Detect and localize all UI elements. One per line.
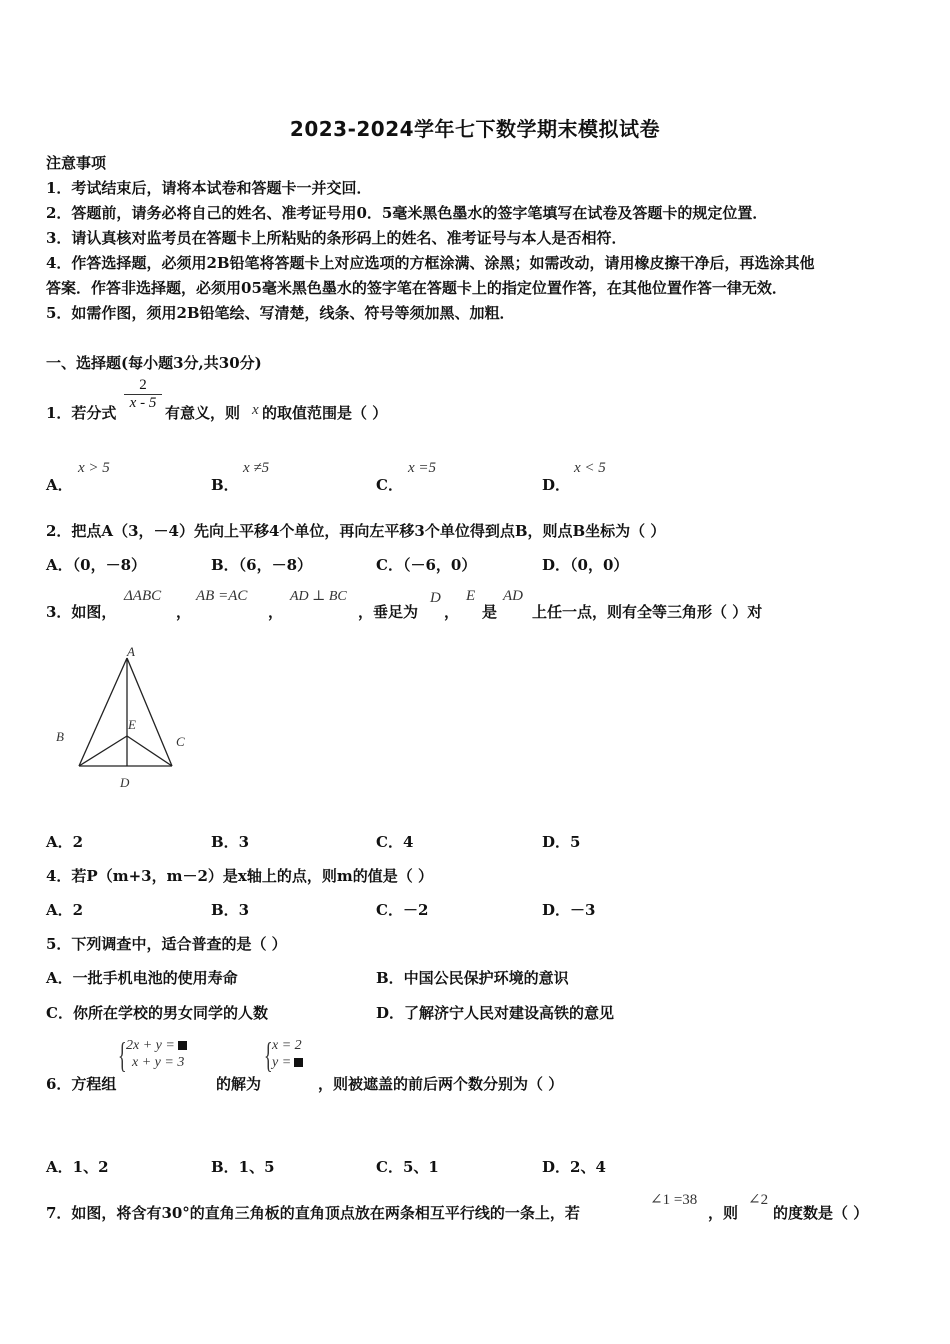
- notice-item: 2．答题前，请务必将自己的姓名、准考证号用0．5毫米黑色墨水的签字笔填写在试卷及答题卡的规定位置．: [46, 204, 768, 222]
- q1-prefix: 1．若分式: [46, 404, 117, 422]
- fig-label-a: A: [127, 644, 135, 659]
- q3-math-triangle: ΔABC: [124, 588, 162, 604]
- q3-comma-2: ，: [268, 603, 284, 621]
- q7-prefix: 7．如图，将含有30°的直角三角板的直角顶点放在两条相互平行线的一条上，若: [46, 1204, 580, 1222]
- q1-suffix-b: 的取值范围是（ ）: [262, 404, 388, 422]
- q2-option-c[interactable]: C．（－6，0）: [376, 556, 477, 574]
- q5-option-a[interactable]: A．一批手机电池的使用寿命: [46, 969, 238, 987]
- q5-option-b[interactable]: B．中国公民保护环境的意识: [376, 969, 569, 987]
- notice-item: 3．请认真核对监考员在答题卡上所粘贴的条形码上的姓名、准考证号与本人是否相符．: [46, 229, 627, 247]
- q2-stem: 2．把点A（3，－4）先向上平移4个单位，再向左平移3个单位得到点B，则点B坐标为（ ）: [46, 522, 666, 540]
- q6-option-d[interactable]: D．2、4: [542, 1158, 606, 1176]
- notice-heading: 注意事项: [46, 154, 107, 172]
- q4-option-a[interactable]: A．2: [46, 901, 84, 919]
- q7-math-angle2: ∠2: [748, 1192, 769, 1208]
- q6-sys1-row1: 2x + y =: [126, 1038, 175, 1053]
- q6-option-b[interactable]: B．1、5: [211, 1158, 275, 1176]
- q3-prefix: 3．如图，: [46, 603, 117, 621]
- q3-is: 是: [482, 603, 498, 621]
- q1-option-c-math: x =5: [408, 460, 437, 476]
- notice-item: 答案．作答非选择题，必须用05毫米黑色墨水的签字笔在答题卡上的指定位置作答，在其他位置作答一律无效．: [46, 279, 787, 297]
- q6-sys2-row2: y =: [272, 1055, 292, 1070]
- q6-option-c[interactable]: C．5、1: [376, 1158, 439, 1176]
- fig-label-c: C: [176, 734, 185, 749]
- q3-triangle-figure: [50, 640, 200, 800]
- q3-math-ad: AD: [503, 588, 523, 604]
- q3-comma-3: ，: [444, 603, 460, 621]
- q3-mid: ，垂足为: [358, 603, 419, 621]
- notice-item: 5．如需作图，须用2B铅笔绘、写清楚，线条、符号等须加黑、加粗．: [46, 304, 515, 322]
- fig-label-b: B: [56, 729, 64, 744]
- q3-suffix: 上任一点，则有全等三角形（ ）对: [532, 603, 763, 621]
- q1-option-b-math: x ≠5: [243, 460, 270, 476]
- q4-option-c[interactable]: C．－2: [376, 901, 429, 919]
- q6-option-a[interactable]: A．1、2: [46, 1158, 109, 1176]
- q1-option-b-label[interactable]: B．: [211, 476, 239, 494]
- q4-stem: 4．若P（m+3，m－2）是x轴上的点，则m的值是（ ）: [46, 867, 433, 885]
- q5-option-d[interactable]: D．了解济宁人民对建设高铁的意见: [376, 1004, 615, 1022]
- q1-option-d-math: x < 5: [574, 460, 606, 476]
- notice-item: 4．作答选择题，必须用2B铅笔将答题卡上对应选项的方框涂满、涂黑；如需改动，请用橡皮擦干净后，再选涂其他: [46, 254, 815, 272]
- q3-option-c[interactable]: C．4: [376, 833, 414, 851]
- q6-system-1: { 2x + y = x + y = 3: [118, 1037, 218, 1075]
- q5-stem: 5．下列调查中，适合普查的是（ ）: [46, 935, 287, 953]
- q2-option-d[interactable]: D．（0，0）: [542, 556, 629, 574]
- fig-label-d: D: [120, 775, 130, 790]
- q2-option-b[interactable]: B．（6，－8）: [211, 556, 313, 574]
- q3-math-d: D: [430, 590, 441, 606]
- q1-option-a-label[interactable]: A．: [46, 476, 73, 494]
- q6-system-2: { x = 2 y =: [264, 1035, 302, 1075]
- q7-suffix: 的度数是（ ）: [773, 1204, 869, 1222]
- q3-math-e: E: [466, 588, 476, 604]
- q1-option-c-label[interactable]: C．: [376, 476, 403, 494]
- mask-block-icon: [294, 1058, 303, 1067]
- q3-option-a[interactable]: A．2: [46, 833, 84, 851]
- q3-math-perp: AD ⊥ BC: [290, 589, 347, 604]
- q1-fraction: [124, 377, 162, 412]
- q1-frac-num: 2: [124, 377, 162, 395]
- q6-suffix: ，则被遮盖的前后两个数分别为（ ）: [318, 1075, 564, 1093]
- q2-option-a[interactable]: A．（0，－8）: [46, 556, 147, 574]
- q1-frac-den: x - 5: [129, 395, 157, 411]
- q1-suffix-a: 有意义，则: [165, 404, 241, 422]
- q4-option-b[interactable]: B．3: [211, 901, 250, 919]
- fig-line-ac: [127, 658, 172, 766]
- q7-math-angle1: ∠1 =38: [650, 1192, 698, 1208]
- q3-option-b[interactable]: B．3: [211, 833, 250, 851]
- q6-prefix: 6．方程组: [46, 1075, 117, 1093]
- q1-option-a-math: x > 5: [78, 460, 110, 476]
- q1-option-d-label[interactable]: D．: [542, 476, 571, 494]
- page-title: 2023-2024学年七下数学期末模拟试卷: [289, 117, 661, 141]
- q4-option-d[interactable]: D．－3: [542, 901, 596, 919]
- q3-math-ab-ac: AB =AC: [196, 588, 248, 604]
- q6-sys1-row2: x + y = 3: [132, 1055, 185, 1070]
- q1-var: x: [252, 402, 259, 418]
- q6-sys2-row1: x = 2: [272, 1038, 302, 1053]
- q7-mid: ，则: [708, 1204, 739, 1222]
- fig-line-ab: [79, 658, 127, 766]
- fig-label-e: E: [128, 717, 136, 732]
- q6-mid: 的解为: [216, 1075, 262, 1093]
- notice-item: 1．考试结束后，请将本试卷和答题卡一并交回．: [46, 179, 372, 197]
- section-heading: 一、选择题(每小题3分,共30分): [46, 354, 262, 372]
- q3-comma-1: ，: [176, 603, 192, 621]
- q3-option-d[interactable]: D．5: [542, 833, 581, 851]
- mask-block-icon: [178, 1041, 187, 1050]
- q5-option-c[interactable]: C．你所在学校的男女同学的人数: [46, 1004, 268, 1022]
